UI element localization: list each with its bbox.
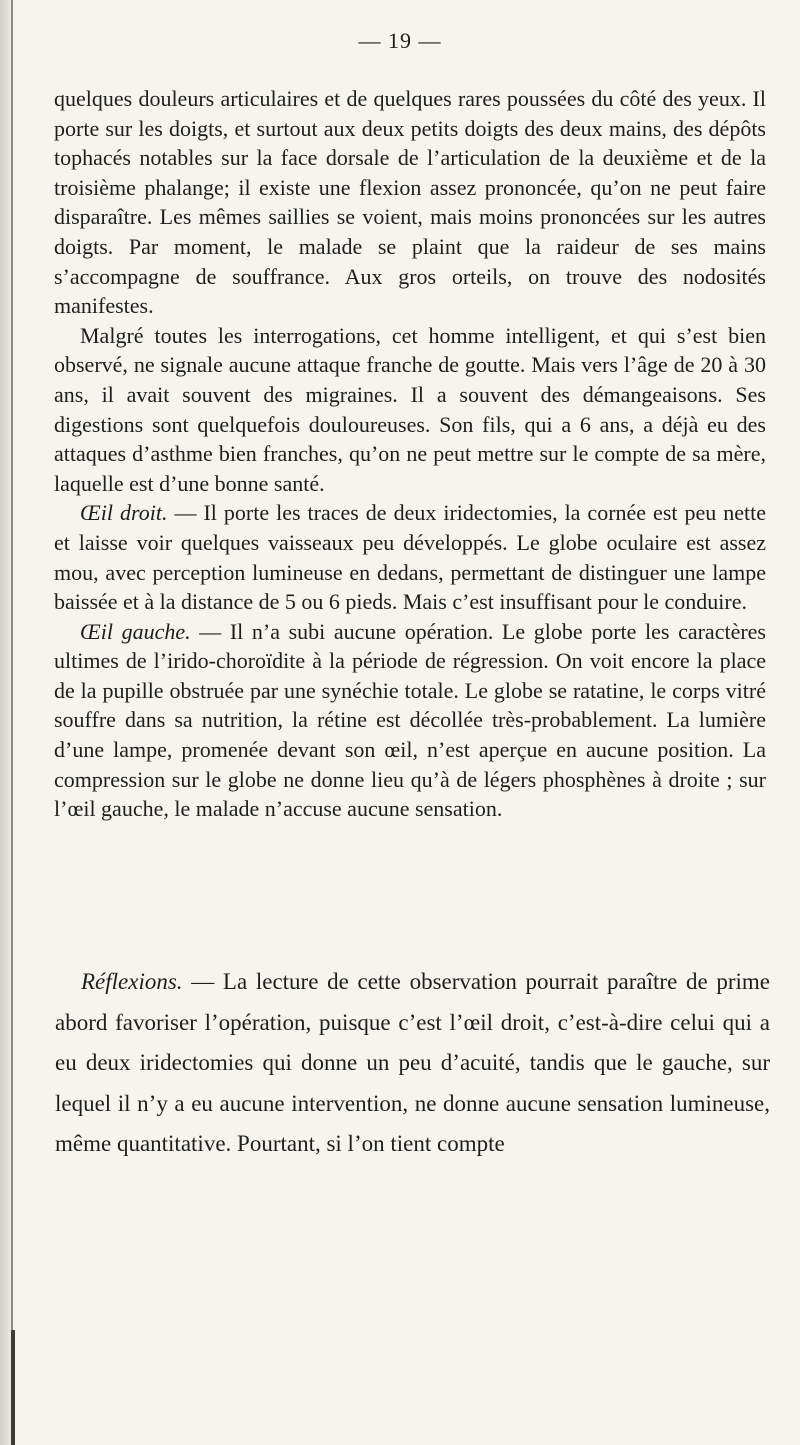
binding-shadow bbox=[11, 1330, 15, 1445]
paragraph-1: quelques douleurs articulaires et de quelques rares poussées du côté des yeux. Il porte sur les doigts, et surtout aux deux petits doigts des deux mains, des dépôts tophacés notables sur la face dorsale de l’articulation de la deuxième et de la troisième phalange; il existe une flexion assez prononcée, qu’on ne peut faire disparaître. Les mêmes saillies se voient, mais moins prononcées sur les autres doigts. Par moment, le malade se plaint que la raideur de ses mains s’accompagne de souffrance. Aux gros orteils, on trouve des nodosités manifestes. bbox=[54, 86, 766, 319]
reflexions-section bbox=[55, 962, 770, 1165]
paragraph-2: Malgré toutes les interrogations, cet homme intelligent, et qui s’est bien observé, ne signale aucune attaque franche de goutte. Mais vers l’âge de 20 à 30 ans, il avait souvent des migraines. Il a souvent des démangeaisons. Ses digestions sont quelquefois douloureuses. Son fils, qui a 6 ans, a déjà eu des attaques d’asthme bien franches, qu’on ne peut mettre sur le compte de sa mère, laquelle est d’une bonne santé. bbox=[54, 322, 766, 496]
paragraph-4 bbox=[54, 617, 766, 824]
paragraph-5-lead: Réflexions. bbox=[81, 969, 183, 994]
page-body bbox=[54, 84, 766, 824]
paragraph-3 bbox=[54, 498, 766, 616]
paragraph-3-text: — Il porte les traces de deux iridectomies, la cornée est peu nette et laisse voir quelques vaisseaux peu développés. Le globe oculaire est assez mou, avec perception lumineuse en dedans, permettant de distinguer une lampe baissée et à la distance de 5 ou 6 pieds. Mais c’est insuffisant pour le conduire. bbox=[54, 500, 766, 615]
binding-spine bbox=[11, 0, 13, 1445]
paragraph-4-lead: Œil gauche. bbox=[80, 618, 191, 644]
page-number: — 19 — bbox=[358, 28, 442, 53]
paragraph-3-lead: Œil droit. bbox=[80, 500, 168, 526]
paragraph-5 bbox=[55, 962, 770, 1165]
paragraph-4-text: — Il n’a subi aucune opération. Le globe porte les caractères ultimes de l’irido-choroïdite à la période de régression. On voit encore la place de la pupille obstruée par une synéchie totale. Le globe se ratatine, le corps vitré souffre dans sa nutrition, la rétine est décollée très-probablement. La lumière d’une lampe, promenée devant son œil, n’est aperçue en aucune position. La compression sur le globe ne donne lieu qu’à de légers phosphènes à droite ; sur l’œil gauche, le malade n’accuse aucune sensation. bbox=[54, 618, 766, 822]
paragraph-5-text: — La lecture de cette observation pourrait paraître de prime abord favoriser l’opération, puisque c’est l’œil droit, c’est-à-dire celui qui a eu deux iridectomies qui donne un peu d’acuité, tandis que le gauche, sur lequel il n’y a eu aucune intervention, ne donne aucune sensation lumineuse, même quantitative. Pourtant, si l’on tient compte bbox=[55, 969, 770, 1156]
